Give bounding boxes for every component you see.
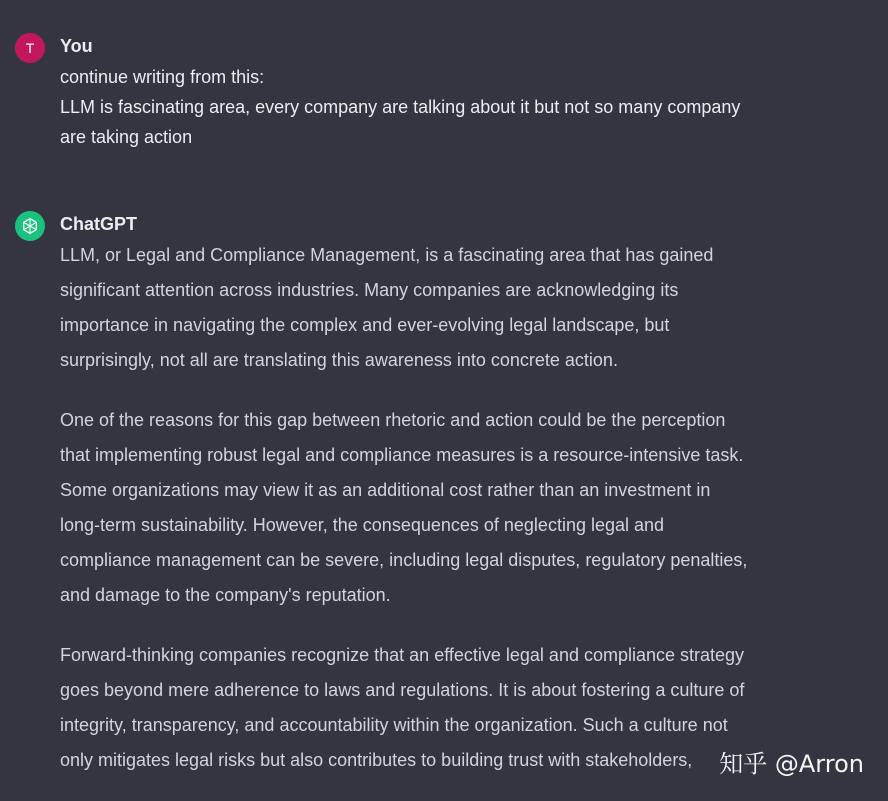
assistant-line: significant attention across industries. Many companies are acknowledging its [60, 280, 679, 300]
user-author-name: You [60, 36, 93, 56]
assistant-message-text [60, 238, 850, 778]
assistant-line: importance in navigating the complex and ever-evolving legal landscape, but [60, 315, 670, 335]
assistant-line: goes beyond mere adherence to laws and regulations. It is about fostering a culture of [60, 680, 745, 700]
assistant-line: One of the reasons for this gap between rhetoric and action could be the perception [60, 410, 726, 430]
assistant-line: LLM, or Legal and Compliance Management, is a fascinating area that has gained [60, 245, 714, 265]
assistant-line: long-term sustainability. However, the consequences of neglecting legal and [60, 515, 665, 535]
user-message-text [60, 62, 830, 152]
user-avatar [15, 33, 45, 63]
assistant-line: Forward-thinking companies recognize that an effective legal and compliance strategy [60, 645, 745, 665]
user-avatar-letter: T [25, 40, 35, 56]
assistant-line: and damage to the company's reputation. [60, 585, 391, 605]
assistant-paragraph [60, 403, 850, 613]
assistant-avatar [15, 211, 45, 241]
assistant-line: only mitigates legal risks but also contributes to building trust with stakeholders, [60, 750, 693, 770]
assistant-line: that implementing robust legal and compliance measures is a resource-intensive task. [60, 445, 744, 465]
user-message-line: are taking action [60, 127, 193, 147]
assistant-line: surprisingly, not all are translating this awareness into concrete action. [60, 350, 618, 370]
user-message-line: LLM is fascinating area, every company are talking about it but not so many company [60, 97, 741, 117]
assistant-line: compliance management can be severe, including legal disputes, regulatory penalties, [60, 550, 748, 570]
assistant-author-name: ChatGPT [60, 214, 138, 234]
assistant-line: Some organizations may view it as an additional cost rather than an investment in [60, 480, 711, 500]
user-message-line: continue writing from this: [60, 67, 265, 87]
assistant-line: integrity, transparency, and accountability within the organization. Such a culture not [60, 715, 728, 735]
assistant-paragraph [60, 238, 850, 378]
openai-logo-icon [20, 216, 40, 236]
zhihu-watermark: 知乎 @Arron [719, 750, 864, 778]
